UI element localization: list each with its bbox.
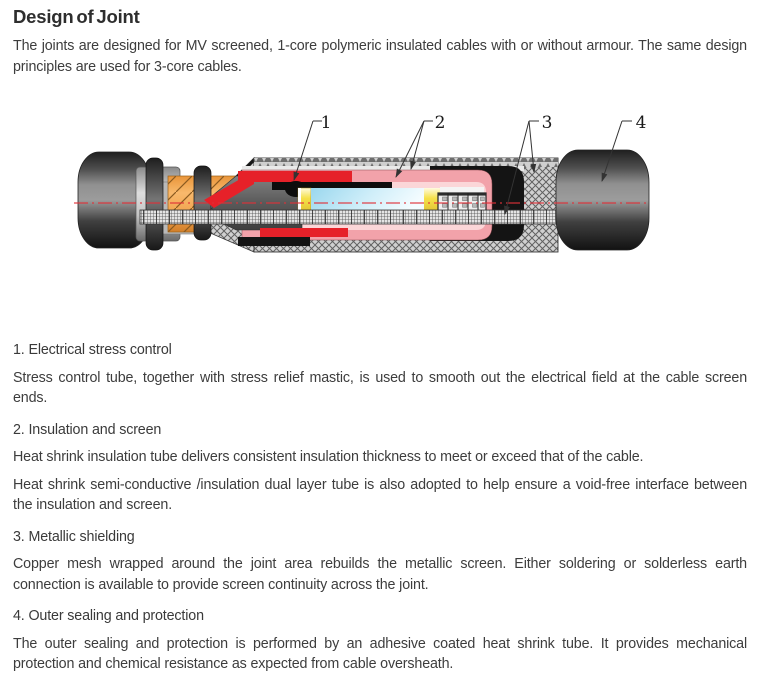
callout-3-number: 3 — [541, 113, 553, 133]
black-tube-bottom — [238, 237, 310, 246]
body-sections — [13, 340, 747, 675]
copper-mesh-band — [140, 210, 558, 224]
cable-joint-cutaway-drawing — [0, 95, 757, 280]
section-1-paragraph-1: Stress control tube, together with stress relief mastic, is used to smooth out the electrical field at the cable screen ends. — [13, 369, 747, 406]
right-cable-oversheath — [556, 150, 649, 250]
section-3-paragraph-1: Copper mesh wrapped around the joint area rebuilds the metallic screen. Either soldering or solderless earth connection is available to provide screen continuity across the joint. — [13, 556, 747, 593]
section-heading-2: 2. Insulation and screen — [13, 421, 162, 438]
section-heading-3: 3. Metallic shielding — [13, 528, 135, 545]
clamp-ring-left — [146, 158, 163, 250]
section-heading-4: 4. Outer sealing and protection — [13, 608, 204, 624]
callout-1-number: 1 — [320, 113, 332, 133]
section-4-paragraph-1: The outer sealing and protection is performed by an adhesive coated heat shrink tube. It provides mechanical protection and chemical resistance as expected from cable oversheath. — [13, 635, 747, 672]
section-2-paragraph-2: Heat shrink semi-conductive /insulation dual layer tube is also adopted to help ensure a void-free interface between the insulation and screen. — [13, 476, 747, 513]
section-heading-1: 1. Electrical stress control — [13, 342, 172, 358]
page-title: Design of Joint — [13, 6, 140, 27]
joint-interior — [204, 166, 524, 246]
intro-paragraph: The joints are designed for MV screened, 1-core polymeric insulated cables with or without armour. The same design principles are used for 3-core cables. — [13, 38, 747, 75]
callout-4-number: 4 — [635, 113, 647, 133]
callout-2-number: 2 — [434, 113, 446, 133]
joint-diagram — [0, 95, 757, 280]
red-semicon-bottom — [260, 228, 348, 237]
section-2-paragraph-1: Heat shrink insulation tube delivers consistent insulation thickness to meet or exceed that of the cable. — [13, 449, 644, 465]
